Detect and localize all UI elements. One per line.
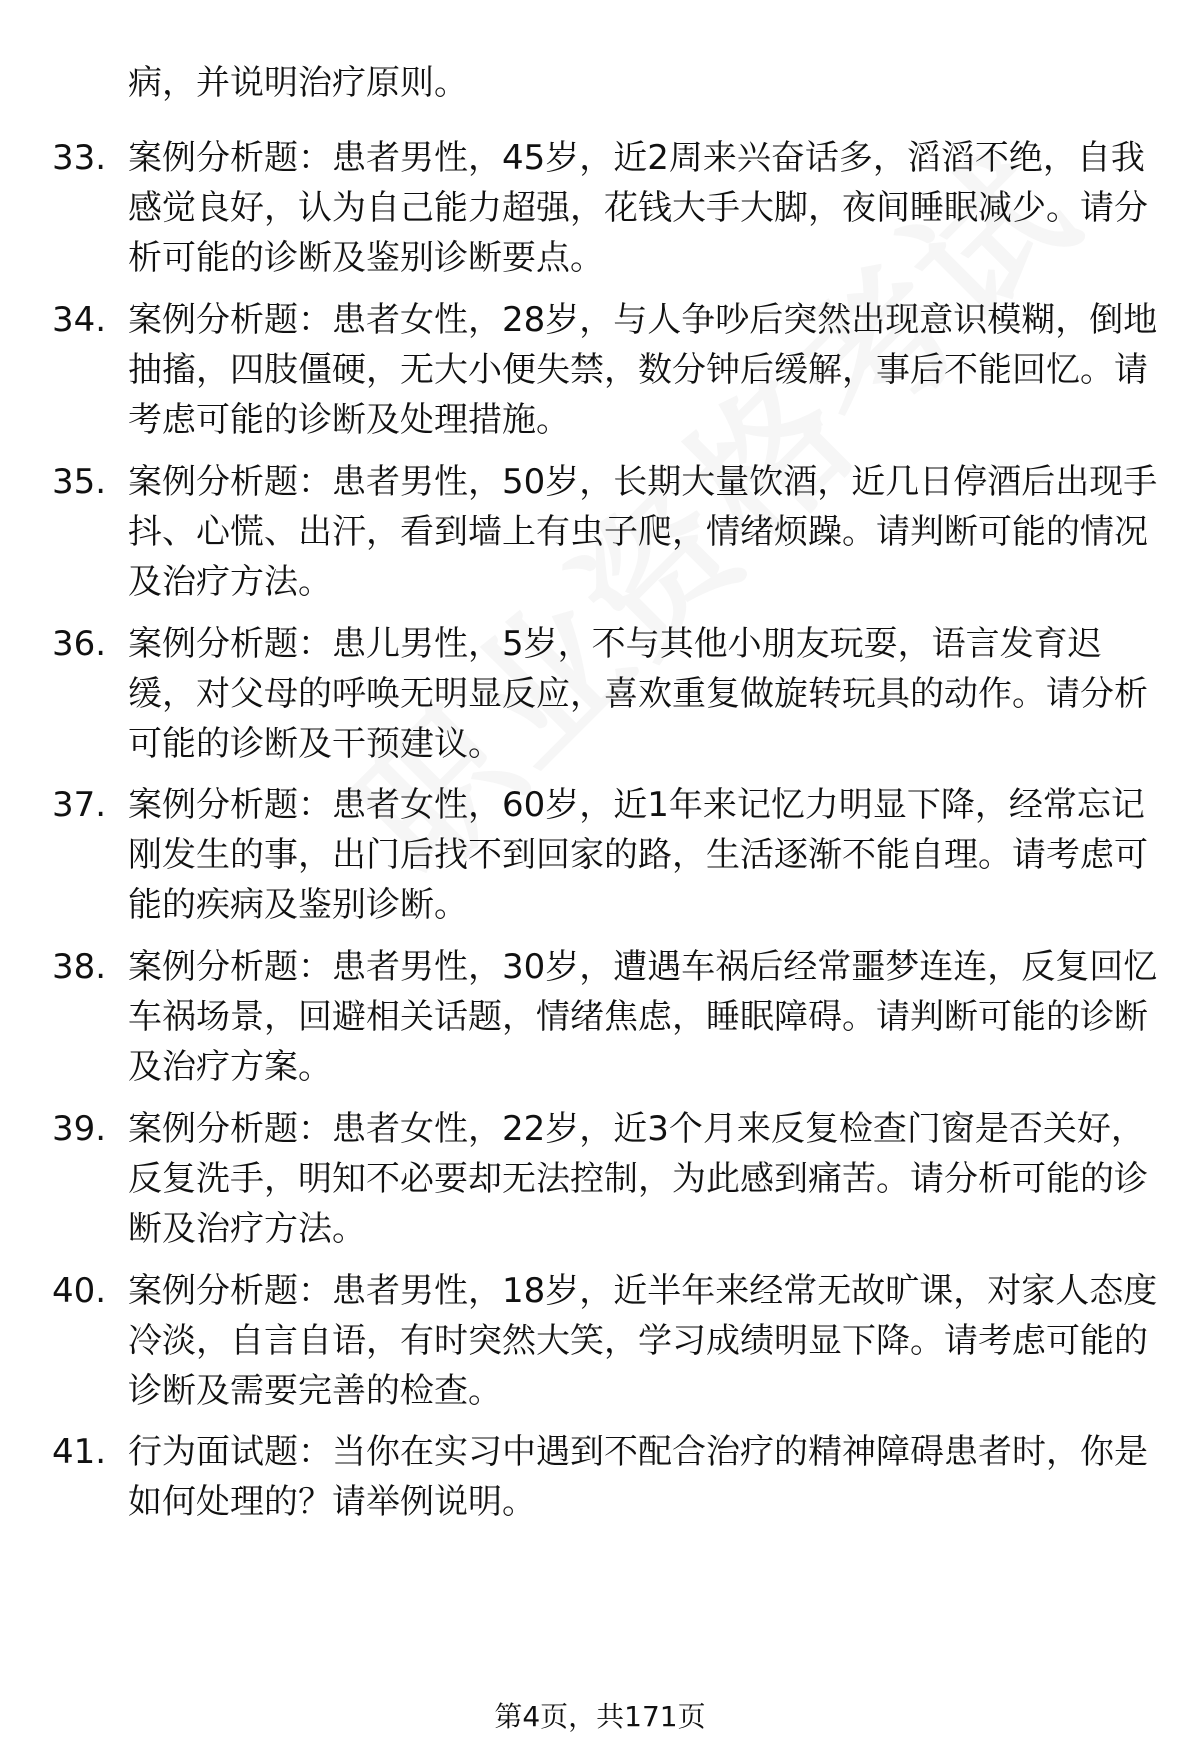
- question-text: 案例分析题：患者男性，50岁，长期大量饮酒，近几日停酒后出现手抖、心慌、出汗，看到墙上有虫子爬，情绪烦躁。请判断可能的情况及治疗方法。: [128, 462, 1158, 602]
- question-text: 案例分析题：患者男性，30岁，遭遇车祸后经常噩梦连连，反复回忆车祸场景，回避相关话题，情绪焦虑，睡眠障碍。请判断可能的诊断及治疗方案。: [128, 947, 1158, 1087]
- question-number: 34.: [52, 300, 107, 340]
- question-number: 33.: [52, 138, 107, 178]
- question-item: [52, 619, 1162, 769]
- question-number: 35.: [52, 462, 107, 502]
- question-text: 案例分析题：患者女性，22岁，近3个月来反复检查门窗是否关好，反复洗手，明知不必要却无法控制，为此感到痛苦。请分析可能的诊断及治疗方法。: [128, 1109, 1148, 1249]
- question-item: [52, 1427, 1162, 1527]
- question-number: 41.: [52, 1432, 107, 1472]
- question-item: [52, 1266, 1162, 1416]
- question-item: [52, 942, 1162, 1092]
- question-item: [52, 1104, 1162, 1254]
- question-text: 案例分析题：患者女性，60岁，近1年来记忆力明显下降，经常忘记刚发生的事，出门后找不到回家的路，生活逐渐不能自理。请考虑可能的疾病及鉴别诊断。: [128, 785, 1148, 925]
- question-text: 行为面试题：当你在实习中遇到不配合治疗的精神障碍患者时，你是如何处理的？请举例说明。: [128, 1432, 1148, 1522]
- question-number: 36.: [52, 624, 107, 664]
- question-text: 案例分析题：患儿男性，5岁，不与其他小朋友玩耍，语言发育迟缓，对父母的呼唤无明显反应，喜欢重复做旋转玩具的动作。请分析可能的诊断及干预建议。: [128, 624, 1148, 764]
- page-footer: 第4页，共171页: [494, 1700, 706, 1733]
- question-item: [52, 133, 1162, 283]
- question-item: [52, 295, 1162, 445]
- question-text: 案例分析题：患者男性，18岁，近半年来经常无故旷课，对家人态度冷淡，自言自语，有时突然大笑，学习成绩明显下降。请考虑可能的诊断及需要完善的检查。: [128, 1271, 1158, 1411]
- question-text: 案例分析题：患者男性，45岁，近2周来兴奋话多，滔滔不绝，自我感觉良好，认为自己能力超强，花钱大手大脚，夜间睡眠减少。请分析可能的诊断及鉴别诊断要点。: [128, 138, 1148, 278]
- question-number: 40.: [52, 1271, 107, 1311]
- question-number: 37.: [52, 785, 107, 825]
- question-item: [52, 780, 1162, 930]
- question-number: 39.: [52, 1109, 107, 1149]
- question-item: [52, 457, 1162, 607]
- continued-text: 病，并说明治疗原则。: [128, 63, 468, 103]
- question-number: 38.: [52, 947, 107, 987]
- question-text: 案例分析题：患者女性，28岁，与人争吵后突然出现意识模糊，倒地抽搐，四肢僵硬，无大小便失禁，数分钟后缓解，事后不能回忆。请考虑可能的诊断及处理措施。: [128, 300, 1158, 440]
